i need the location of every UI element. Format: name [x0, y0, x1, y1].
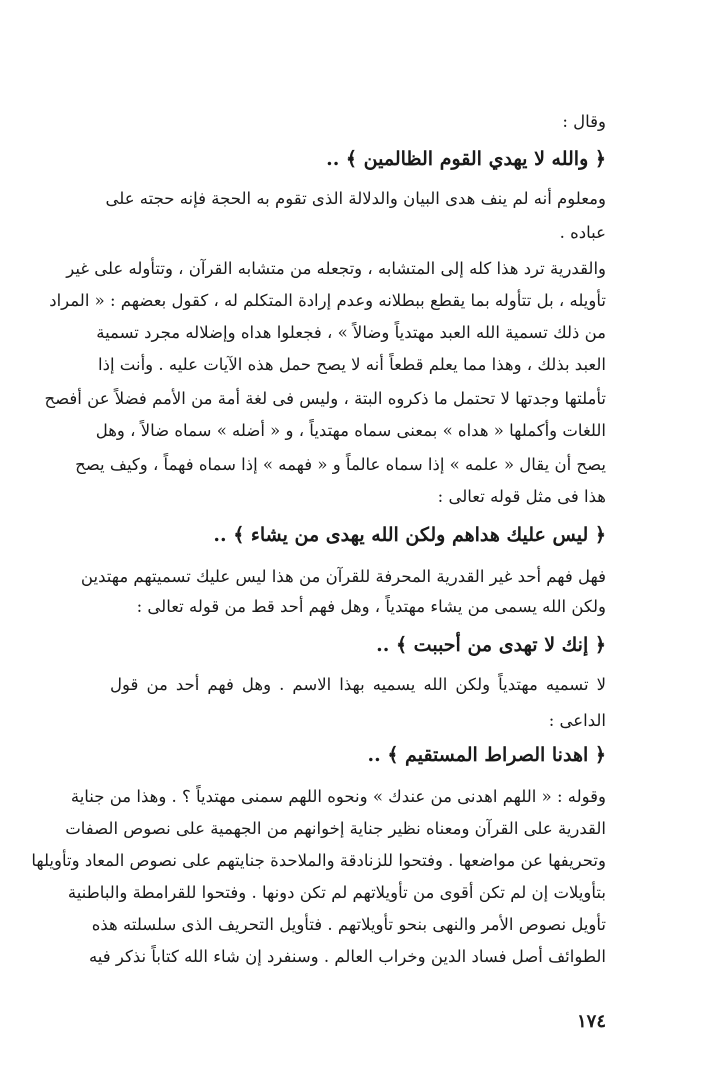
text-line: وقال :: [562, 112, 606, 131]
text-line: القدرية على القرآن ومعناه نظير جناية إخوانهم من الجهمية على نصوص الصفات: [65, 819, 606, 838]
text-line: يصح أن يقال « علمه » إذا سماه عالماً و « فهمه » إذا سماه فهماً ، وكيف يصح: [75, 455, 606, 474]
text-line: والقدرية ترد هذا كله إلى المتشابه ، وتجعله من متشابه القرآن ، وتتأوله على غير: [66, 259, 606, 278]
text-line: وقوله : « اللهم اهدنى من عندك » ونحوه اللهم سمنى مهتدياً ؟ . وهذا من جناية: [70, 787, 606, 806]
page-number: ١٧٤: [576, 1011, 606, 1032]
text-line: فهل فهم أحد غير القدرية المحرفة للقرآن من هذا ليس عليك تسميتهم مهتدين: [80, 567, 606, 586]
text-line: من ذلك تسمية الله العبد مهتدياً وضالاً » ، فجعلوا هداه وإضلاله مجرد تسمية: [96, 323, 606, 342]
text-line: الداعى :: [548, 711, 606, 730]
text-line: العبد بذلك ، وهذا مما يعلم قطعاً أنه لا يصح حمل هذه الآيات عليه . وأنت إذا: [98, 355, 606, 374]
text-line: هذا فى مثل قوله تعالى :: [437, 487, 606, 506]
text-line: اللغات وأكملها « هداه » بمعنى سماه مهتدياً ، و « أضله » سماه ضالاً ، وهل: [95, 421, 606, 440]
text-line: وتحريفها عن مواضعها . وفتحوا للزنادقة والملاحدة جنايتهم على نصوص المعاد وتأويلها: [31, 851, 606, 870]
quran-verse: ﴿ ليس عليك هداهم ولكن الله يهدى من يشاء ﴾ ..: [213, 524, 606, 546]
text-line: لا تسميه مهتدياً ولكن الله يسميه بهذا الاسم . وهل فهم أحد من قول: [110, 675, 606, 694]
text-line: عباده .: [559, 223, 606, 242]
text-line: تأويل نصوص الأمر والنهى بنحو تأويلاتهم . فتأويل التحريف الذى سلسلته هذه: [91, 915, 606, 934]
text-line: بتأويلات إن لم تكن أقوى من تأويلاتهم لم تكن دونها . وفتحوا للقرامطة والباطنية: [67, 883, 606, 902]
text-line: تأملتها وجدتها لا تحتمل ما ذكروه البتة ، وليس فى لغة أمة من الأمم فضلاً عن أفصح: [44, 389, 606, 408]
quran-verse: ﴿ والله لا يهدي القوم الظالمين ﴾ ..: [326, 148, 606, 170]
text-line: ولكن الله يسمى من يشاء مهتدياً ، وهل فهم أحد قط من قوله تعالى :: [136, 597, 606, 616]
quran-verse: ﴿ اهدنا الصراط المستقيم ﴾ ..: [367, 744, 606, 766]
text-line: تأويله ، بل تتأوله بما يقطع ببطلانه وعدم إرادة المتكلم له ، كقول بعضهم : « المراد: [49, 291, 606, 310]
quran-verse: ﴿ إنك لا تهدى من أحببت ﴾ ..: [376, 634, 606, 656]
text-line: الطوائف أصل فساد الدين وخراب العالم . وسنفرد إن شاء الله كتاباً نذكر فيه: [88, 947, 606, 966]
text-line: ومعلوم أنه لم ينف هدى البيان والدلالة الذى تقوم به الحجة فإنه حجته على: [105, 189, 606, 208]
